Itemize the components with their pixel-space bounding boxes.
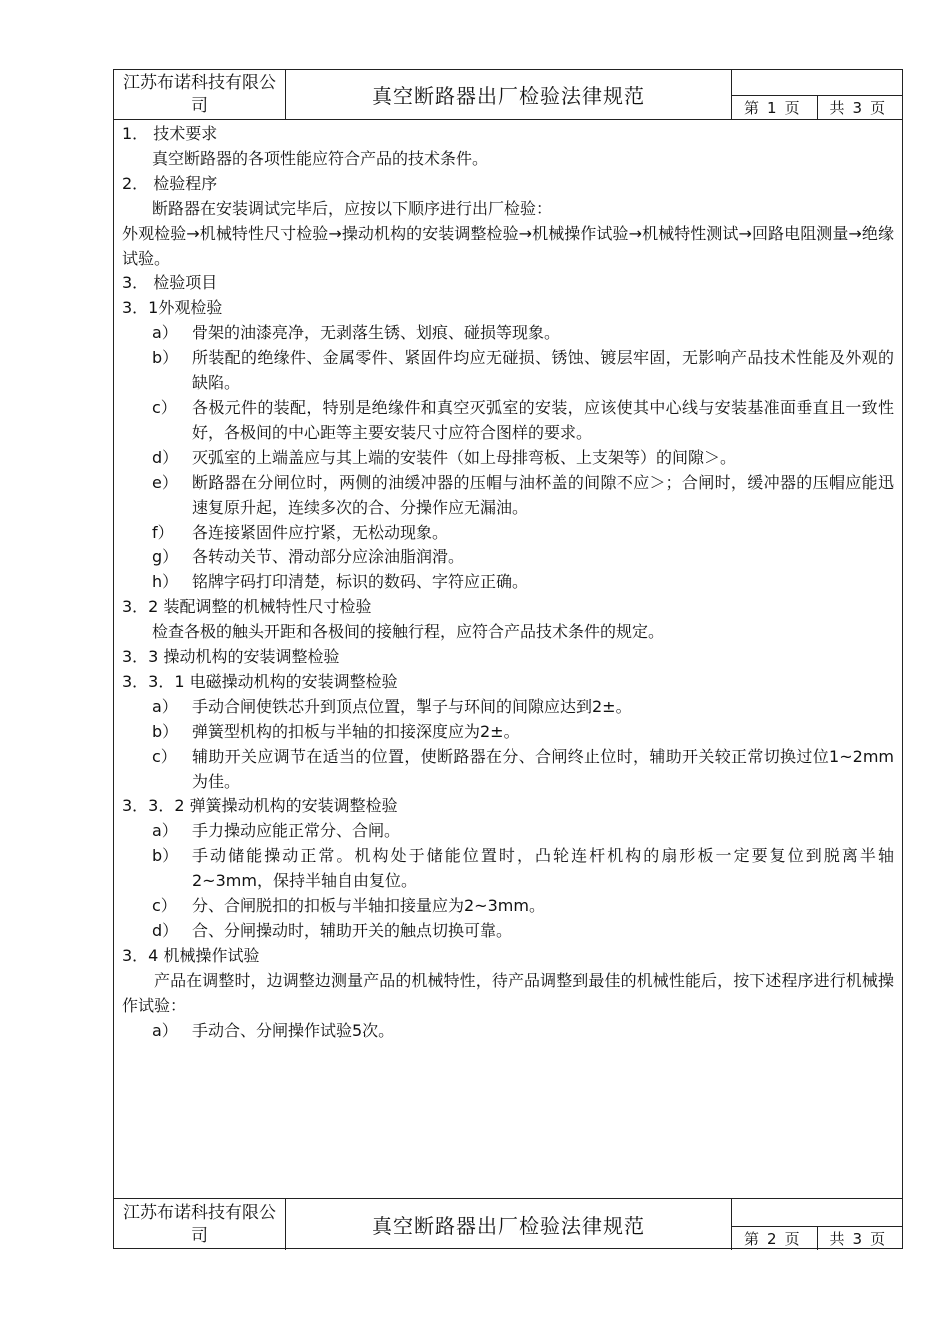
page-footer: [114, 1198, 902, 1250]
total-num: 3: [852, 98, 863, 117]
list-text: 手力操动应能正常分、合闸。: [192, 821, 401, 841]
total-prefix: 共: [829, 1230, 845, 1248]
list-text: 所装配的绝缘件、金属零件、紧固件均应无碰损、锈蚀、镀层牢固，无影响产品技术性能及外观的缺陷。: [192, 348, 894, 393]
list-text: 手动合闸使铁芯升到顶点位置，掣子与环间的间隙应达到2±。: [192, 696, 632, 716]
list-item: [122, 521, 894, 546]
list-marker: h）: [152, 572, 179, 592]
list-item: [122, 396, 894, 446]
list-marker: f）: [152, 522, 174, 542]
list-marker: g）: [152, 547, 179, 567]
document-title: 真空断路器出厂检验法律规范: [286, 70, 732, 119]
list-item: [122, 695, 894, 720]
list-marker: a）: [152, 821, 178, 841]
paragraph: 检查各极的触头开距和各极间的接触行程，应符合产品技术条件的规定。: [152, 622, 665, 642]
list-marker: a）: [152, 1020, 178, 1040]
company-name: 江苏布诺科技有限公司: [114, 70, 286, 119]
list-item: [122, 570, 894, 595]
document-title: 真空断路器出厂检验法律规范: [286, 1199, 732, 1250]
list-item: [122, 894, 894, 919]
list-text: 手动储能操动正常。机构处于储能位置时，凸轮连杆机构的扇形板一定要复位到脱离半轴2~3mm，保持半轴自由复位。: [192, 846, 894, 891]
page-header: [114, 70, 902, 120]
total-pages: [818, 1227, 903, 1250]
list-item: [122, 321, 894, 346]
list-item: [122, 819, 894, 844]
list-text: 手动合、分闸操作试验5次。: [192, 1020, 395, 1040]
list-item: [122, 545, 894, 570]
page-suffix: 页: [784, 99, 800, 117]
page-number-box: [732, 1199, 902, 1250]
list-item: [122, 471, 894, 521]
list-item: [122, 346, 894, 396]
total-suffix: 页: [870, 1230, 886, 1248]
list-marker: b）: [152, 846, 179, 866]
page-num: 2: [767, 1229, 777, 1248]
list-marker: e）: [152, 472, 178, 492]
list-text: 辅助开关应调节在适当的位置，使断路器在分、合闸终止位时，辅助开关较正常切换过位1~2mm为佳。: [192, 746, 894, 791]
list-item: [122, 446, 894, 471]
total-suffix: 页: [870, 99, 886, 117]
section-heading: 2． 检验程序: [122, 173, 218, 193]
paragraph: 断路器在安装调试完毕后，应按以下顺序进行出厂检验：: [152, 198, 553, 218]
section-heading: 1． 技术要求: [122, 124, 218, 143]
page-num: 1: [767, 98, 777, 117]
document-sheet: [113, 69, 903, 1249]
list-text: 骨架的油漆亮净，无剥落生锈、划痕、碰损等现象。: [192, 323, 561, 343]
list-item: [122, 844, 894, 894]
page-suffix: 页: [784, 1230, 800, 1248]
paragraph: 产品在调整时，边调整边测量产品的机械特性，待产品调整到最佳的机械性能后，按下述程序进行机械操作试验：: [122, 970, 894, 1015]
list-text: 断路器在分闸位时，两侧的油缓冲器的压帽与油杯盖的间隙不应＞；合闸时，缓冲器的压帽应能迅速复原升起，连续多次的合、分操作应无漏油。: [192, 472, 894, 517]
procedure-flow-text: 外观检验→机械特性尺寸检验→操动机构的安装调整检验→机械操作试验→机械特性测试→回路电阻测量→绝缘试验。: [122, 223, 894, 268]
list-marker: c）: [152, 896, 177, 916]
list-item: [122, 919, 894, 944]
page-prefix: 第: [744, 99, 760, 117]
subsection-heading: 3．3．2 弹簧操动机构的安装调整检验: [122, 796, 398, 816]
list-marker: d）: [152, 447, 179, 467]
list-item: [122, 720, 894, 745]
page-prefix: 第: [744, 1230, 760, 1248]
subsection-heading: 3．1外观检验: [122, 298, 223, 318]
page-number: [732, 1227, 818, 1250]
list-item: [122, 745, 894, 795]
list-marker: b）: [152, 348, 179, 368]
list-marker: c）: [152, 746, 177, 766]
total-num: 3: [852, 1229, 863, 1248]
list-marker: a）: [152, 323, 178, 343]
subsection-heading: 3．2 装配调整的机械特性尺寸检验: [122, 597, 372, 617]
list-marker: b）: [152, 721, 179, 741]
company-name: 江苏布诺科技有限公司: [114, 1199, 286, 1250]
list-text: 合、分闸操动时，辅助开关的触点切换可靠。: [192, 921, 513, 940]
subsection-heading: 3．3 操动机构的安装调整检验: [122, 647, 340, 667]
list-text: 灭弧室的上端盖应与其上端的安装件（如上母排弯板、上支架等）的间隙＞。: [192, 447, 737, 467]
list-text: 分、合闸脱扣的扣板与半轴扣接量应为2~3mm。: [192, 896, 545, 916]
paragraph: 真空断路器的各项性能应符合产品的技术条件。: [152, 148, 489, 168]
subsection-heading: 3．4 机械操作试验: [122, 945, 260, 965]
list-marker: d）: [152, 921, 179, 940]
list-marker: a）: [152, 696, 178, 716]
total-pages: [818, 96, 903, 119]
list-text: 各极元件的装配，特别是绝缘件和真空灭弧室的安装，应该使其中心线与安装基准面垂直且一致性好，各极间的中心距等主要安装尺寸应符合图样的要求。: [192, 397, 894, 442]
total-prefix: 共: [829, 99, 845, 117]
procedure-flow: [92, 222, 894, 272]
list-text: 各连接紧固件应拧紧，无松动现象。: [192, 522, 449, 542]
section-heading: 3． 检验项目: [122, 273, 218, 293]
page-number-box: [732, 70, 902, 119]
document-body: [122, 122, 894, 1044]
list-text: 弹簧型机构的扣板与半轴的扣接深度应为2±。: [192, 721, 520, 741]
subsection-heading: 3．3．1 电磁操动机构的安装调整检验: [122, 671, 398, 691]
list-marker: c）: [152, 397, 177, 417]
list-item: [122, 1019, 894, 1044]
page-number: [732, 96, 818, 119]
list-text: 铭牌字码打印清楚，标识的数码、字符应正确。: [192, 572, 529, 592]
list-text: 各转动关节、滑动部分应涂油脂润滑。: [192, 547, 465, 567]
